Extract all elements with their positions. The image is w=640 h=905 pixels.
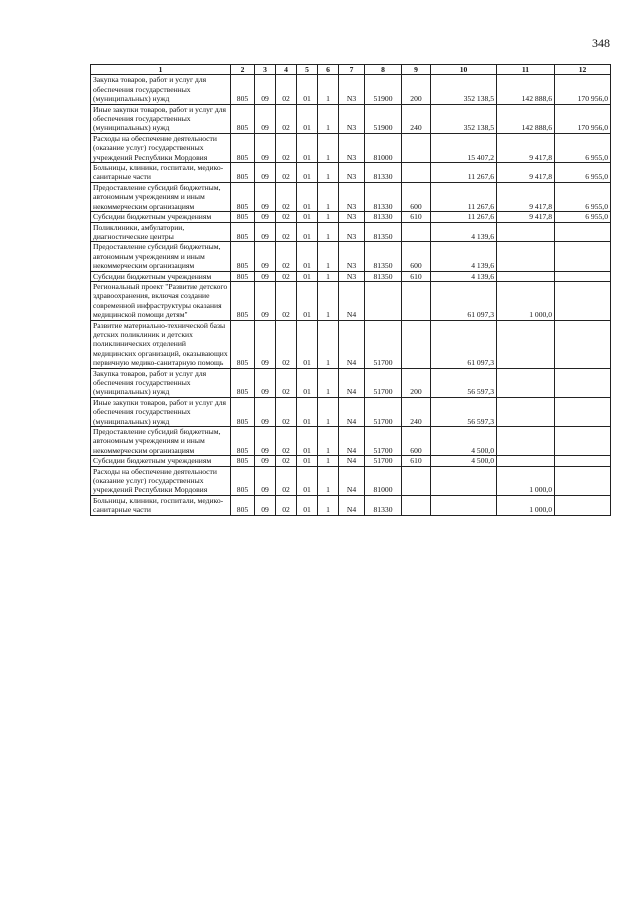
expense-type-cell: 200	[402, 75, 431, 104]
amount-year2-cell	[497, 271, 555, 281]
row-name-cell: Предоставление субсидий бюджетным, автономным учреждениям и иным некоммерческим организациям	[91, 182, 231, 211]
table-row	[91, 456, 611, 466]
direction-cell: 81330	[365, 495, 402, 515]
expense-type-cell: 610	[402, 456, 431, 466]
amount-year2-cell: 142 888,6	[497, 75, 555, 104]
subsection-cell: 02	[276, 104, 297, 133]
subsection-cell: 02	[276, 281, 297, 320]
direction-cell	[365, 281, 402, 320]
amount-year3-cell: 6 955,0	[555, 133, 611, 162]
subsection-cell: 02	[276, 133, 297, 162]
amount-year1-cell: 15 407,2	[431, 133, 497, 162]
project-cell: N4	[339, 456, 365, 466]
amount-year1-cell: 352 138,5	[431, 75, 497, 104]
page-number: 348	[592, 36, 610, 50]
section-cell: 09	[255, 271, 276, 281]
subprogram-cell: 1	[318, 182, 339, 211]
row-name-cell: Расходы на обеспечение деятельности (оказание услуг) государственных учреждений Республики Мордовия	[91, 466, 231, 495]
project-cell: N3	[339, 133, 365, 162]
section-cell: 09	[255, 242, 276, 271]
table-row	[91, 368, 611, 397]
budget-table	[90, 64, 611, 516]
table-row	[91, 163, 611, 183]
ministry-code-cell: 805	[231, 163, 255, 183]
section-cell: 09	[255, 466, 276, 495]
row-name-cell: Больницы, клиники, госпитали, медико-санитарные части	[91, 495, 231, 515]
column-header: 3	[255, 65, 276, 75]
project-cell: N4	[339, 427, 365, 456]
direction-cell: 51700	[365, 427, 402, 456]
program-cell: 01	[297, 397, 318, 426]
row-name-cell: Субсидии бюджетным учреждениям	[91, 271, 231, 281]
amount-year3-cell	[555, 397, 611, 426]
ministry-code-cell: 805	[231, 281, 255, 320]
subprogram-cell: 1	[318, 368, 339, 397]
project-cell: N4	[339, 320, 365, 368]
amount-year3-cell	[555, 271, 611, 281]
subsection-cell: 02	[276, 271, 297, 281]
amount-year2-cell	[497, 456, 555, 466]
section-cell: 09	[255, 163, 276, 183]
program-cell: 01	[297, 163, 318, 183]
project-cell: N3	[339, 163, 365, 183]
subsection-cell: 02	[276, 163, 297, 183]
row-name-cell: Предоставление субсидий бюджетным, автономным учреждениям и иным некоммерческим организациям	[91, 242, 231, 271]
amount-year2-cell	[497, 320, 555, 368]
amount-year3-cell	[555, 427, 611, 456]
subprogram-cell: 1	[318, 242, 339, 271]
table-header-row	[91, 65, 611, 75]
amount-year1-cell: 11 267,6	[431, 163, 497, 183]
expense-type-cell: 240	[402, 104, 431, 133]
table-row	[91, 466, 611, 495]
amount-year2-cell	[497, 222, 555, 242]
subprogram-cell: 1	[318, 104, 339, 133]
direction-cell: 81350	[365, 222, 402, 242]
project-cell: N4	[339, 368, 365, 397]
row-name-cell: Больницы, клиники, госпитали, медико-санитарные части	[91, 163, 231, 183]
amount-year2-cell: 9 417,8	[497, 163, 555, 183]
amount-year1-cell: 11 267,6	[431, 182, 497, 211]
amount-year1-cell: 4 500,0	[431, 427, 497, 456]
direction-cell: 81330	[365, 212, 402, 222]
column-header: 10	[431, 65, 497, 75]
program-cell: 01	[297, 271, 318, 281]
subsection-cell: 02	[276, 368, 297, 397]
section-cell: 09	[255, 281, 276, 320]
amount-year1-cell: 11 267,6	[431, 212, 497, 222]
column-header: 8	[365, 65, 402, 75]
table-row	[91, 271, 611, 281]
table-row	[91, 427, 611, 456]
amount-year3-cell: 170 956,0	[555, 104, 611, 133]
subprogram-cell: 1	[318, 495, 339, 515]
column-header: 4	[276, 65, 297, 75]
section-cell: 09	[255, 133, 276, 162]
section-cell: 09	[255, 75, 276, 104]
program-cell: 01	[297, 222, 318, 242]
amount-year2-cell	[497, 397, 555, 426]
section-cell: 09	[255, 104, 276, 133]
project-cell: N3	[339, 75, 365, 104]
subsection-cell: 02	[276, 320, 297, 368]
direction-cell: 51700	[365, 320, 402, 368]
program-cell: 01	[297, 427, 318, 456]
column-header: 11	[497, 65, 555, 75]
row-name-cell: Развитие материально-технической базы детских поликлиник и детских поликлинических отделений медицинских организаций, оказывающих первичную медико-санитарную помощь	[91, 320, 231, 368]
expense-type-cell	[402, 466, 431, 495]
project-cell: N3	[339, 271, 365, 281]
amount-year3-cell: 170 956,0	[555, 75, 611, 104]
table-row	[91, 397, 611, 426]
subprogram-cell: 1	[318, 397, 339, 426]
ministry-code-cell: 805	[231, 271, 255, 281]
amount-year1-cell: 4 139,6	[431, 222, 497, 242]
direction-cell: 51700	[365, 456, 402, 466]
subsection-cell: 02	[276, 242, 297, 271]
subprogram-cell: 1	[318, 222, 339, 242]
ministry-code-cell: 805	[231, 133, 255, 162]
subprogram-cell: 1	[318, 281, 339, 320]
amount-year2-cell: 9 417,8	[497, 182, 555, 211]
ministry-code-cell: 805	[231, 104, 255, 133]
program-cell: 01	[297, 182, 318, 211]
amount-year2-cell	[497, 427, 555, 456]
expense-type-cell	[402, 281, 431, 320]
subsection-cell: 02	[276, 75, 297, 104]
expense-type-cell	[402, 163, 431, 183]
amount-year2-cell: 142 888,6	[497, 104, 555, 133]
row-name-cell: Закупка товаров, работ и услуг для обеспечения государственных (муниципальных) нужд	[91, 368, 231, 397]
ministry-code-cell: 805	[231, 320, 255, 368]
row-name-cell: Иные закупки товаров, работ и услуг для обеспечения государственных (муниципальных) нужд	[91, 104, 231, 133]
project-cell: N4	[339, 466, 365, 495]
program-cell: 01	[297, 75, 318, 104]
ministry-code-cell: 805	[231, 212, 255, 222]
amount-year1-cell: 56 597,3	[431, 368, 497, 397]
amount-year3-cell	[555, 466, 611, 495]
amount-year1-cell: 61 097,3	[431, 320, 497, 368]
ministry-code-cell: 805	[231, 466, 255, 495]
amount-year2-cell: 1 000,0	[497, 466, 555, 495]
program-cell: 01	[297, 104, 318, 133]
direction-cell: 51900	[365, 75, 402, 104]
subsection-cell: 02	[276, 495, 297, 515]
table-row	[91, 133, 611, 162]
expense-type-cell	[402, 133, 431, 162]
column-header: 7	[339, 65, 365, 75]
subsection-cell: 02	[276, 182, 297, 211]
ministry-code-cell: 805	[231, 242, 255, 271]
ministry-code-cell: 805	[231, 222, 255, 242]
ministry-code-cell: 805	[231, 368, 255, 397]
amount-year1-cell	[431, 495, 497, 515]
expense-type-cell: 240	[402, 397, 431, 426]
table-row	[91, 182, 611, 211]
program-cell: 01	[297, 212, 318, 222]
section-cell: 09	[255, 495, 276, 515]
table-row	[91, 495, 611, 515]
subprogram-cell: 1	[318, 466, 339, 495]
amount-year3-cell	[555, 495, 611, 515]
subsection-cell: 02	[276, 397, 297, 426]
direction-cell: 81330	[365, 163, 402, 183]
direction-cell: 81350	[365, 242, 402, 271]
subprogram-cell: 1	[318, 427, 339, 456]
program-cell: 01	[297, 320, 318, 368]
ministry-code-cell: 805	[231, 182, 255, 211]
project-cell: N4	[339, 495, 365, 515]
row-name-cell: Поликлиники, амбулатории, диагностические центры	[91, 222, 231, 242]
subsection-cell: 02	[276, 212, 297, 222]
ministry-code-cell: 805	[231, 427, 255, 456]
column-header: 12	[555, 65, 611, 75]
column-header: 1	[91, 65, 231, 75]
amount-year3-cell	[555, 222, 611, 242]
table-row	[91, 320, 611, 368]
row-name-cell: Иные закупки товаров, работ и услуг для обеспечения государственных (муниципальных) нужд	[91, 397, 231, 426]
program-cell: 01	[297, 281, 318, 320]
subprogram-cell: 1	[318, 212, 339, 222]
section-cell: 09	[255, 427, 276, 456]
expense-type-cell	[402, 320, 431, 368]
table-row	[91, 75, 611, 104]
section-cell: 09	[255, 212, 276, 222]
amount-year2-cell: 9 417,8	[497, 133, 555, 162]
amount-year3-cell	[555, 242, 611, 271]
expense-type-cell: 200	[402, 368, 431, 397]
amount-year1-cell	[431, 466, 497, 495]
section-cell: 09	[255, 222, 276, 242]
subprogram-cell: 1	[318, 456, 339, 466]
program-cell: 01	[297, 242, 318, 271]
project-cell: N4	[339, 397, 365, 426]
amount-year3-cell: 6 955,0	[555, 163, 611, 183]
direction-cell: 51700	[365, 397, 402, 426]
program-cell: 01	[297, 133, 318, 162]
expense-type-cell: 600	[402, 182, 431, 211]
section-cell: 09	[255, 456, 276, 466]
project-cell: N4	[339, 281, 365, 320]
amount-year1-cell: 56 597,3	[431, 397, 497, 426]
column-header: 2	[231, 65, 255, 75]
table-row	[91, 242, 611, 271]
project-cell: N3	[339, 104, 365, 133]
amount-year1-cell: 4 139,6	[431, 242, 497, 271]
amount-year3-cell	[555, 368, 611, 397]
ministry-code-cell: 805	[231, 495, 255, 515]
direction-cell: 81000	[365, 466, 402, 495]
expense-type-cell	[402, 495, 431, 515]
subsection-cell: 02	[276, 456, 297, 466]
amount-year2-cell: 1 000,0	[497, 495, 555, 515]
amount-year2-cell	[497, 368, 555, 397]
table-row	[91, 222, 611, 242]
section-cell: 09	[255, 182, 276, 211]
project-cell: N3	[339, 222, 365, 242]
subsection-cell: 02	[276, 466, 297, 495]
ministry-code-cell: 805	[231, 397, 255, 426]
section-cell: 09	[255, 397, 276, 426]
subprogram-cell: 1	[318, 163, 339, 183]
column-header: 6	[318, 65, 339, 75]
amount-year1-cell: 4 139,6	[431, 271, 497, 281]
expense-type-cell: 600	[402, 242, 431, 271]
direction-cell: 81000	[365, 133, 402, 162]
amount-year2-cell	[497, 242, 555, 271]
expense-type-cell: 600	[402, 427, 431, 456]
project-cell: N3	[339, 212, 365, 222]
subsection-cell: 02	[276, 222, 297, 242]
row-name-cell: Расходы на обеспечение деятельности (оказание услуг) государственных учреждений Республики Мордовия	[91, 133, 231, 162]
subprogram-cell: 1	[318, 271, 339, 281]
section-cell: 09	[255, 368, 276, 397]
table-row	[91, 212, 611, 222]
row-name-cell: Региональный проект "Развитие детского здравоохранения, включая создание современной инфраструктуры оказания медицинской помощи детям"	[91, 281, 231, 320]
ministry-code-cell: 805	[231, 456, 255, 466]
direction-cell: 51900	[365, 104, 402, 133]
amount-year2-cell: 9 417,8	[497, 212, 555, 222]
table-row	[91, 281, 611, 320]
row-name-cell: Субсидии бюджетным учреждениям	[91, 212, 231, 222]
program-cell: 01	[297, 456, 318, 466]
direction-cell: 81350	[365, 271, 402, 281]
direction-cell: 81330	[365, 182, 402, 211]
amount-year3-cell: 6 955,0	[555, 182, 611, 211]
subsection-cell: 02	[276, 427, 297, 456]
program-cell: 01	[297, 368, 318, 397]
program-cell: 01	[297, 495, 318, 515]
amount-year3-cell: 6 955,0	[555, 212, 611, 222]
project-cell: N3	[339, 242, 365, 271]
amount-year3-cell	[555, 456, 611, 466]
amount-year1-cell: 4 500,0	[431, 456, 497, 466]
expense-type-cell	[402, 222, 431, 242]
amount-year1-cell: 352 138,5	[431, 104, 497, 133]
amount-year3-cell	[555, 281, 611, 320]
amount-year2-cell: 1 000,0	[497, 281, 555, 320]
ministry-code-cell: 805	[231, 75, 255, 104]
table-row	[91, 104, 611, 133]
expense-type-cell: 610	[402, 212, 431, 222]
row-name-cell: Закупка товаров, работ и услуг для обеспечения государственных (муниципальных) нужд	[91, 75, 231, 104]
subprogram-cell: 1	[318, 75, 339, 104]
subprogram-cell: 1	[318, 320, 339, 368]
expense-type-cell: 610	[402, 271, 431, 281]
direction-cell: 51700	[365, 368, 402, 397]
amount-year3-cell	[555, 320, 611, 368]
project-cell: N3	[339, 182, 365, 211]
subprogram-cell: 1	[318, 133, 339, 162]
row-name-cell: Субсидии бюджетным учреждениям	[91, 456, 231, 466]
row-name-cell: Предоставление субсидий бюджетным, автономным учреждениям и иным некоммерческим организациям	[91, 427, 231, 456]
column-header: 5	[297, 65, 318, 75]
program-cell: 01	[297, 466, 318, 495]
column-header: 9	[402, 65, 431, 75]
section-cell: 09	[255, 320, 276, 368]
amount-year1-cell: 61 097,3	[431, 281, 497, 320]
